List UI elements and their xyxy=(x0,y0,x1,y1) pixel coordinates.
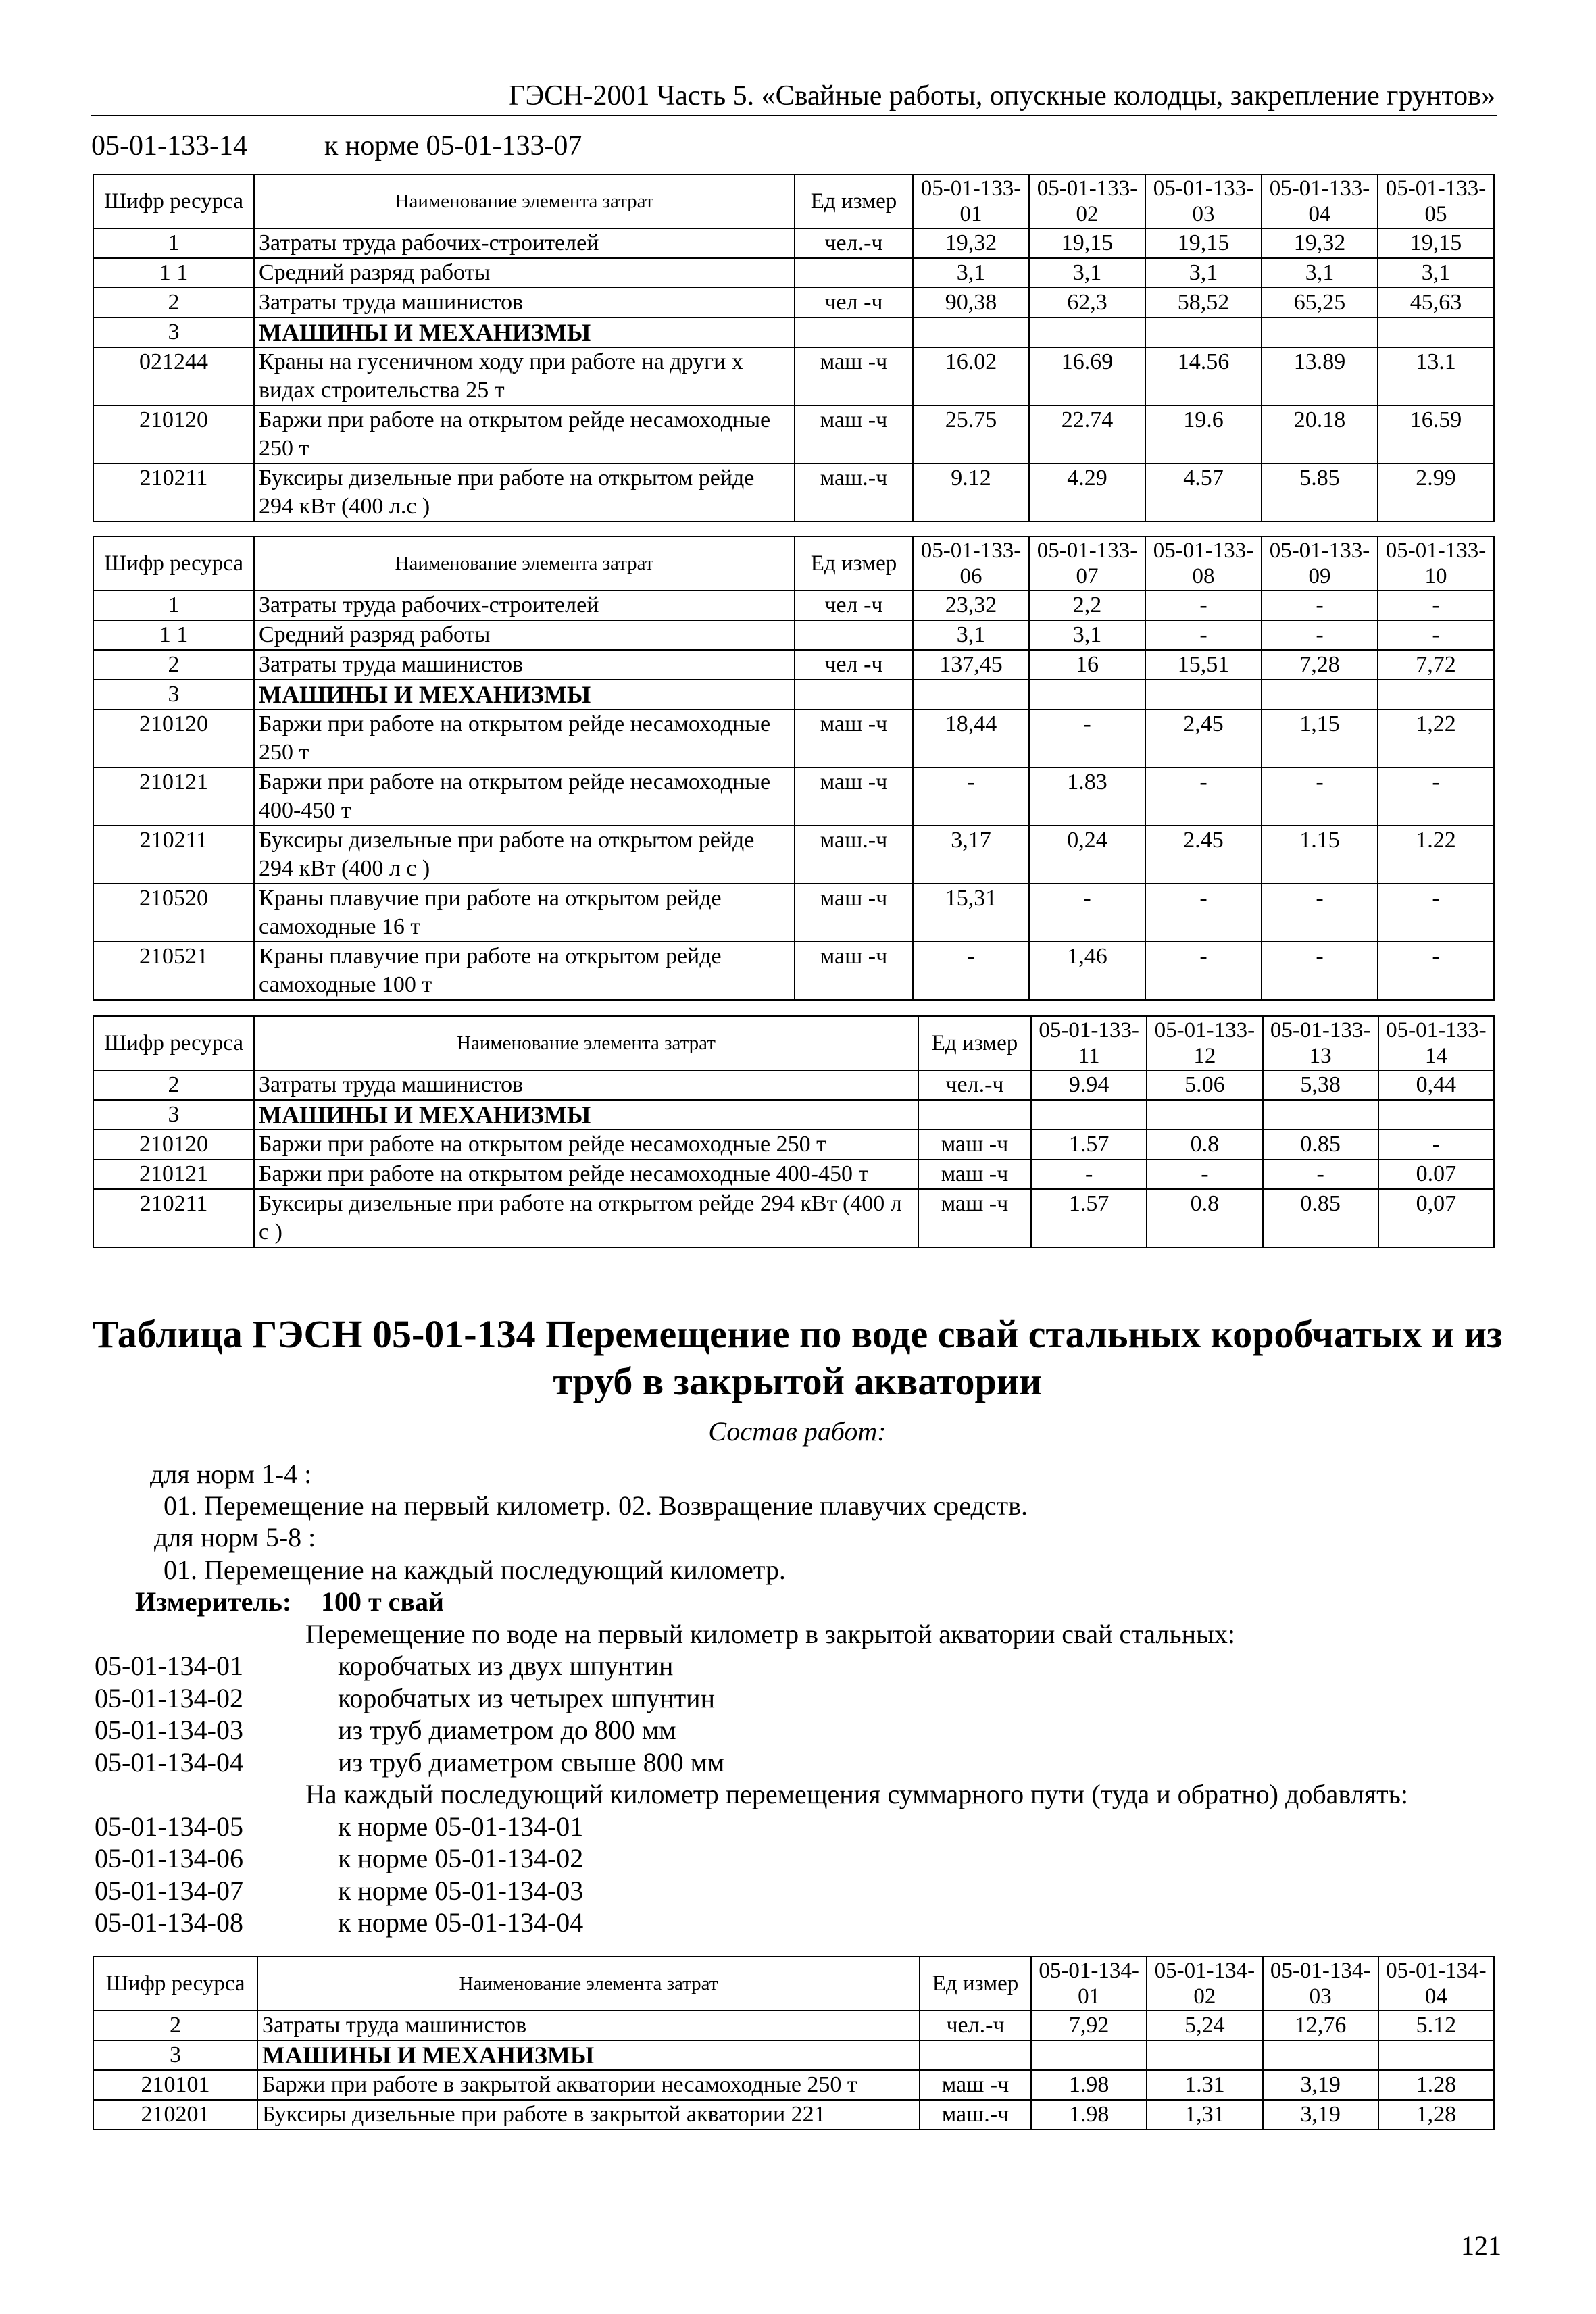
cell-value: - xyxy=(1145,620,1262,650)
cell-value: 15,31 xyxy=(913,884,1029,942)
cell-code: 210120 xyxy=(93,1130,254,1159)
table-row xyxy=(93,590,1494,620)
table-row xyxy=(93,463,1494,522)
table-row xyxy=(93,2011,1494,2040)
cell-name: Буксиры дизельные при работе в закрытой акватории 221 xyxy=(257,2100,920,2130)
cell-unit xyxy=(795,318,913,347)
cell-value: 1.28 xyxy=(1378,2070,1494,2100)
cell-value: 13.1 xyxy=(1378,347,1494,405)
cell-value: 65,25 xyxy=(1262,288,1378,318)
cell-value: 1.22 xyxy=(1378,826,1494,884)
cell-value: - xyxy=(1029,709,1145,768)
cell-value: 3,1 xyxy=(1378,258,1494,288)
cell-value: 13.89 xyxy=(1262,347,1378,405)
cell-code: 210101 xyxy=(93,2070,257,2100)
cell-code: 3 xyxy=(93,2040,257,2070)
page-number: 121 xyxy=(1461,2230,1501,2261)
table-row xyxy=(93,405,1494,463)
cell-value: - xyxy=(913,768,1029,826)
cell-code: 2 xyxy=(93,650,254,680)
cell-value: 90,38 xyxy=(913,288,1029,318)
norm-text: коробчатых из четырех шпунтин xyxy=(338,1683,715,1713)
cell-value: 7,92 xyxy=(1031,2011,1147,2040)
cell-value: 58,52 xyxy=(1145,288,1262,318)
cell-name: Затраты труда машинистов xyxy=(254,288,795,318)
cell-value: 12,76 xyxy=(1263,2011,1378,2040)
cell-value: - xyxy=(1378,942,1494,1000)
resource-table-133-06-10 xyxy=(93,536,1495,1001)
cell-code: 210520 xyxy=(93,884,254,942)
cell-value: 5,38 xyxy=(1263,1070,1378,1100)
cell-value: - xyxy=(1378,1130,1494,1159)
cell-value: 1,31 xyxy=(1147,2100,1262,2130)
col-header-name: Наименование элемента затрат xyxy=(257,1957,920,2011)
table-row xyxy=(93,826,1494,884)
cell-code: 1 1 xyxy=(93,258,254,288)
cell-value: 137,45 xyxy=(913,650,1029,680)
cell-value: 14.56 xyxy=(1145,347,1262,405)
cell-value: 0,07 xyxy=(1378,1189,1494,1247)
resource-table-133-01-05 xyxy=(93,174,1495,522)
norm-code: 05-01-134-03 xyxy=(95,1715,243,1745)
col-header-code: Шифр ресурса xyxy=(93,174,254,228)
cell-value: 25.75 xyxy=(913,405,1029,463)
cell-value: 2.45 xyxy=(1145,826,1262,884)
norm-text: из труб диаметром до 800 мм xyxy=(338,1715,676,1745)
col-header-norm: 05-01-133-14 xyxy=(1378,1016,1494,1070)
cell-value: 16 xyxy=(1029,650,1145,680)
resource-table-134-01-04 xyxy=(93,1956,1495,2130)
table-row xyxy=(93,709,1494,768)
cell-value: 2.99 xyxy=(1378,463,1494,522)
header-rule xyxy=(91,115,1497,116)
col-header-unit: Ед измер xyxy=(795,174,913,228)
cell-value: 0.8 xyxy=(1147,1189,1262,1247)
composition-line: для норм 5-8 : xyxy=(154,1522,316,1553)
cell-code: 1 xyxy=(93,590,254,620)
cell-value xyxy=(913,680,1029,709)
col-header-code: Шифр ресурса xyxy=(93,1016,254,1070)
cell-code: 210521 xyxy=(93,942,254,1000)
cell-value: 0.85 xyxy=(1263,1130,1378,1159)
cell-value: - xyxy=(1262,590,1378,620)
table-row xyxy=(93,258,1494,288)
cell-unit: чел -ч xyxy=(795,288,913,318)
cell-code: 210121 xyxy=(93,1159,254,1189)
norm-code: 05-01-134-05 xyxy=(95,1811,243,1842)
cell-name: Баржи при работе на открытом рейде несамоходные 250 т xyxy=(254,1130,918,1159)
table-row xyxy=(93,768,1494,826)
norm-code: 05-01-134-02 xyxy=(95,1683,243,1713)
cell-value: - xyxy=(1031,1159,1147,1189)
cell-value: 7,28 xyxy=(1262,650,1378,680)
norm-text: к норме 05-01-134-03 xyxy=(338,1876,584,1906)
col-header-norm: 05-01-134-02 xyxy=(1147,1957,1262,2011)
cell-value: 2,45 xyxy=(1145,709,1262,768)
cell-name: Средний разряд работы xyxy=(254,258,795,288)
cell-value: 3,1 xyxy=(1145,258,1262,288)
cell-value: - xyxy=(1145,768,1262,826)
col-header-norm: 05-01-134-03 xyxy=(1263,1957,1378,2011)
cell-value: - xyxy=(1378,884,1494,942)
cell-name: Затраты труда машинистов xyxy=(254,1070,918,1100)
norm-text: к норме 05-01-134-04 xyxy=(338,1907,584,1938)
col-header-norm: 05-01-133-10 xyxy=(1378,536,1494,590)
cell-code: 1 xyxy=(93,228,254,258)
cell-value: 1.57 xyxy=(1031,1189,1147,1247)
table-row xyxy=(93,1100,1494,1130)
cell-value: 5,24 xyxy=(1147,2011,1262,2040)
cell-value xyxy=(1262,680,1378,709)
cell-value: 15,51 xyxy=(1145,650,1262,680)
col-header-norm: 05-01-133-13 xyxy=(1263,1016,1378,1070)
cell-value: - xyxy=(1262,884,1378,942)
cell-value: 16.02 xyxy=(913,347,1029,405)
section-title: Таблица ГЭСН 05-01-134 Перемещение по воде свай стальных коробчатых и из труб в закрытой акватории xyxy=(92,1312,1503,1403)
cell-name: Баржи при работе на открытом рейде несамоходные 250 т xyxy=(254,405,795,463)
cell-name: Буксиры дизельные при работе на открытом рейде 294 кВт (400 л с ) xyxy=(254,1189,918,1247)
cell-name: Затраты труда рабочих-строителей xyxy=(254,228,795,258)
cell-value: 4.57 xyxy=(1145,463,1262,522)
cell-value: 19,32 xyxy=(913,228,1029,258)
cell-value: 1,22 xyxy=(1378,709,1494,768)
cell-value: 3,1 xyxy=(1262,258,1378,288)
norm-text: коробчатых из двух шпунтин xyxy=(338,1651,674,1681)
meter-value: 100 т свай xyxy=(321,1586,445,1617)
cell-value: 22.74 xyxy=(1029,405,1145,463)
cell-value xyxy=(1145,318,1262,347)
cell-unit xyxy=(918,1100,1031,1130)
cell-value xyxy=(1378,1100,1494,1130)
cell-value: 19.6 xyxy=(1145,405,1262,463)
cell-value xyxy=(1378,2040,1494,2070)
cell-code: 3 xyxy=(93,318,254,347)
table-row xyxy=(93,2070,1494,2100)
cell-value: 3,1 xyxy=(913,258,1029,288)
cell-value: - xyxy=(1378,590,1494,620)
cell-code: 210121 xyxy=(93,768,254,826)
cell-unit: маш -ч xyxy=(918,1159,1031,1189)
cell-value: - xyxy=(1262,620,1378,650)
composition-line: для норм 1-4 : xyxy=(150,1459,312,1489)
cell-code: 210211 xyxy=(93,1189,254,1247)
reference-norm-text: к норме 05-01-133-07 xyxy=(324,130,582,161)
cell-section-name: МАШИНЫ И МЕХАНИЗМЫ xyxy=(254,318,795,347)
col-header-norm: 05-01-133-02 xyxy=(1029,174,1145,228)
cell-value: 23,32 xyxy=(913,590,1029,620)
table-row xyxy=(93,650,1494,680)
cell-value: 5.06 xyxy=(1147,1070,1262,1100)
cell-value: 16.69 xyxy=(1029,347,1145,405)
cell-unit: маш -ч xyxy=(920,2070,1031,2100)
table-row xyxy=(93,2100,1494,2130)
cell-value xyxy=(1378,680,1494,709)
cell-value xyxy=(1029,318,1145,347)
cell-value: 45,63 xyxy=(1378,288,1494,318)
cell-section-name: МАШИНЫ И МЕХАНИЗМЫ xyxy=(254,1100,918,1130)
cell-name: Баржи при работе на открытом рейде несамоходные 400-450 т xyxy=(254,1159,918,1189)
table-row xyxy=(93,1070,1494,1100)
cell-name: Затраты труда машинистов xyxy=(254,650,795,680)
cell-value: 16.59 xyxy=(1378,405,1494,463)
cell-value: 5.12 xyxy=(1378,2011,1494,2040)
table-row xyxy=(93,2040,1494,2070)
cell-code: 1 1 xyxy=(93,620,254,650)
norm-text: из труб диаметром свыше 800 мм xyxy=(338,1747,725,1778)
cell-unit: маш -ч xyxy=(795,768,913,826)
cell-value: 1.98 xyxy=(1031,2100,1147,2130)
cell-unit: маш -ч xyxy=(795,709,913,768)
cell-value: 3,19 xyxy=(1263,2100,1378,2130)
cell-section-name: МАШИНЫ И МЕХАНИЗМЫ xyxy=(254,680,795,709)
col-header-norm: 05-01-133-07 xyxy=(1029,536,1145,590)
norm-code: 05-01-134-07 xyxy=(95,1876,243,1906)
cell-unit: чел.-ч xyxy=(918,1070,1031,1100)
cell-value: 19,15 xyxy=(1145,228,1262,258)
cell-value: 1.83 xyxy=(1029,768,1145,826)
cell-code: 210201 xyxy=(93,2100,257,2130)
cell-name: Средний разряд работы xyxy=(254,620,795,650)
col-header-norm: 05-01-133-12 xyxy=(1147,1016,1262,1070)
table-row xyxy=(93,1130,1494,1159)
cell-code: 210211 xyxy=(93,826,254,884)
cell-unit: маш.-ч xyxy=(795,826,913,884)
reference-norm-code: 05-01-133-14 xyxy=(91,130,247,161)
norm-code: 05-01-134-08 xyxy=(95,1907,243,1938)
cell-value: 1.31 xyxy=(1147,2070,1262,2100)
cell-code: 021244 xyxy=(93,347,254,405)
cell-name: Затраты труда рабочих-строителей xyxy=(254,590,795,620)
cell-code: 2 xyxy=(93,1070,254,1100)
cell-code: 2 xyxy=(93,2011,257,2040)
resource-table-133-11-14 xyxy=(93,1015,1495,1248)
cell-name: Краны на гусеничном ходу при работе на други х видах строительства 25 т xyxy=(254,347,795,405)
cell-name: Баржи при работе на открытом рейде несамоходные 400-450 т xyxy=(254,768,795,826)
cell-code: 3 xyxy=(93,1100,254,1130)
table-row xyxy=(93,884,1494,942)
table-row xyxy=(93,288,1494,318)
norm-code: 05-01-134-01 xyxy=(95,1651,243,1681)
col-header-norm: 05-01-133-04 xyxy=(1262,174,1378,228)
cell-value: - xyxy=(1145,590,1262,620)
cell-value: 0.07 xyxy=(1378,1159,1494,1189)
col-header-norm: 05-01-134-04 xyxy=(1378,1957,1494,2011)
cell-value: 0,24 xyxy=(1029,826,1145,884)
norm-text: к норме 05-01-134-02 xyxy=(338,1843,584,1873)
cell-value: - xyxy=(913,942,1029,1000)
cell-value: - xyxy=(1263,1159,1378,1189)
col-header-unit: Ед измер xyxy=(920,1957,1031,2011)
cell-value: 1.15 xyxy=(1262,826,1378,884)
cell-name: Буксиры дизельные при работе на открытом рейде 294 кВт (400 л.с ) xyxy=(254,463,795,522)
cell-unit: маш -ч xyxy=(795,942,913,1000)
table-row xyxy=(93,620,1494,650)
cell-code: 2 xyxy=(93,288,254,318)
cell-value: 18,44 xyxy=(913,709,1029,768)
col-header-norm: 05-01-133-01 xyxy=(913,174,1029,228)
cell-value: 3,17 xyxy=(913,826,1029,884)
col-header-code: Шифр ресурса xyxy=(93,1957,257,2011)
cell-unit xyxy=(795,680,913,709)
cell-value: - xyxy=(1262,768,1378,826)
composition-line: 01. Перемещение на каждый последующий километр. xyxy=(164,1555,786,1585)
col-header-norm: 05-01-133-05 xyxy=(1378,174,1494,228)
cell-name: Буксиры дизельные при работе на открытом рейде 294 кВт (400 л с ) xyxy=(254,826,795,884)
cell-value: 2,2 xyxy=(1029,590,1145,620)
norm-text: к норме 05-01-134-01 xyxy=(338,1811,584,1842)
table-row xyxy=(93,228,1494,258)
cell-value: 19,15 xyxy=(1029,228,1145,258)
cell-name: Баржи при работе на открытом рейде несамоходные 250 т xyxy=(254,709,795,768)
col-header-name: Наименование элемента затрат xyxy=(254,1016,918,1070)
norm-code: 05-01-134-06 xyxy=(95,1843,243,1873)
cell-name: Баржи при работе в закрытой акватории несамоходные 250 т xyxy=(257,2070,920,2100)
cell-unit xyxy=(920,2040,1031,2070)
cell-value: 0.85 xyxy=(1263,1189,1378,1247)
meter-label: Измеритель: xyxy=(135,1586,292,1617)
cell-value: 19,32 xyxy=(1262,228,1378,258)
cell-name: Краны плавучие при работе на открытом рейде самоходные 100 т xyxy=(254,942,795,1000)
cell-value xyxy=(1263,2040,1378,2070)
cell-value xyxy=(1378,318,1494,347)
cell-value xyxy=(1263,1100,1378,1130)
col-header-norm: 05-01-133-08 xyxy=(1145,536,1262,590)
cell-value xyxy=(1147,2040,1262,2070)
cell-value: - xyxy=(1262,942,1378,1000)
cell-value: - xyxy=(1147,1159,1262,1189)
cell-unit xyxy=(795,620,913,650)
table-row xyxy=(93,1189,1494,1247)
col-header-code: Шифр ресурса xyxy=(93,536,254,590)
cell-code: 3 xyxy=(93,680,254,709)
cell-value: 4.29 xyxy=(1029,463,1145,522)
cell-value: 3,1 xyxy=(1029,620,1145,650)
cell-value: 7,72 xyxy=(1378,650,1494,680)
norms-intro: На каждый последующий километр перемещения суммарного пути (туда и обратно) добавлять: xyxy=(305,1779,1408,1809)
cell-value xyxy=(1029,680,1145,709)
col-header-name: Наименование элемента затрат xyxy=(254,174,795,228)
table-row xyxy=(93,318,1494,347)
cell-value: 3,1 xyxy=(1029,258,1145,288)
cell-value: 1,46 xyxy=(1029,942,1145,1000)
cell-value: 0,44 xyxy=(1378,1070,1494,1100)
cell-unit: маш -ч xyxy=(918,1189,1031,1247)
norms-intro: Перемещение по воде на первый километр в закрытой акватории свай стальных: xyxy=(305,1619,1235,1649)
cell-unit: чел -ч xyxy=(795,590,913,620)
cell-value xyxy=(1147,1100,1262,1130)
cell-value: - xyxy=(1029,884,1145,942)
cell-value: 0.8 xyxy=(1147,1130,1262,1159)
col-header-norm: 05-01-133-09 xyxy=(1262,536,1378,590)
cell-value: 3,1 xyxy=(913,620,1029,650)
cell-value: 62,3 xyxy=(1029,288,1145,318)
cell-value: - xyxy=(1378,768,1494,826)
col-header-norm: 05-01-133-03 xyxy=(1145,174,1262,228)
cell-value xyxy=(913,318,1029,347)
cell-value: 1.57 xyxy=(1031,1130,1147,1159)
col-header-norm: 05-01-133-06 xyxy=(913,536,1029,590)
cell-value: 5.85 xyxy=(1262,463,1378,522)
cell-unit: маш.-ч xyxy=(795,463,913,522)
cell-unit: маш -ч xyxy=(795,347,913,405)
cell-unit: чел.-ч xyxy=(795,228,913,258)
cell-unit: маш -ч xyxy=(918,1130,1031,1159)
cell-unit: чел.-ч xyxy=(920,2011,1031,2040)
cell-value xyxy=(1145,680,1262,709)
cell-unit: маш -ч xyxy=(795,884,913,942)
col-header-unit: Ед измер xyxy=(795,536,913,590)
cell-value: 19,15 xyxy=(1378,228,1494,258)
cell-unit: чел -ч xyxy=(795,650,913,680)
cell-unit xyxy=(795,258,913,288)
cell-value: - xyxy=(1378,620,1494,650)
composition-label: Состав работ: xyxy=(708,1416,887,1447)
cell-unit: маш -ч xyxy=(795,405,913,463)
cell-value: 1,28 xyxy=(1378,2100,1494,2130)
col-header-norm: 05-01-133-11 xyxy=(1031,1016,1147,1070)
cell-value: 20.18 xyxy=(1262,405,1378,463)
cell-value: 1.98 xyxy=(1031,2070,1147,2100)
norm-code: 05-01-134-04 xyxy=(95,1747,243,1778)
composition-line: 01. Перемещение на первый километр. 02. Возвращение плавучих средств. xyxy=(164,1490,1028,1521)
cell-value: 9.12 xyxy=(913,463,1029,522)
table-row xyxy=(93,1159,1494,1189)
running-header: ГЭСН-2001 Часть 5. «Свайные работы, опускные колодцы, закрепление грунтов» xyxy=(509,80,1495,111)
col-header-name: Наименование элемента затрат xyxy=(254,536,795,590)
cell-value xyxy=(1262,318,1378,347)
cell-value: - xyxy=(1145,884,1262,942)
table-row xyxy=(93,347,1494,405)
cell-code: 210211 xyxy=(93,463,254,522)
cell-value: 1,15 xyxy=(1262,709,1378,768)
cell-unit: маш.-ч xyxy=(920,2100,1031,2130)
cell-code: 210120 xyxy=(93,709,254,768)
cell-code: 210120 xyxy=(93,405,254,463)
cell-value: 3,19 xyxy=(1263,2070,1378,2100)
cell-value xyxy=(1031,1100,1147,1130)
cell-name: Затраты труда машинистов xyxy=(257,2011,920,2040)
cell-value xyxy=(1031,2040,1147,2070)
table-row xyxy=(93,680,1494,709)
cell-section-name: МАШИНЫ И МЕХАНИЗМЫ xyxy=(257,2040,920,2070)
table-row xyxy=(93,942,1494,1000)
cell-name: Краны плавучие при работе на открытом рейде самоходные 16 т xyxy=(254,884,795,942)
cell-value: - xyxy=(1145,942,1262,1000)
col-header-norm: 05-01-134-01 xyxy=(1031,1957,1147,2011)
cell-value: 9.94 xyxy=(1031,1070,1147,1100)
col-header-unit: Ед измер xyxy=(918,1016,1031,1070)
